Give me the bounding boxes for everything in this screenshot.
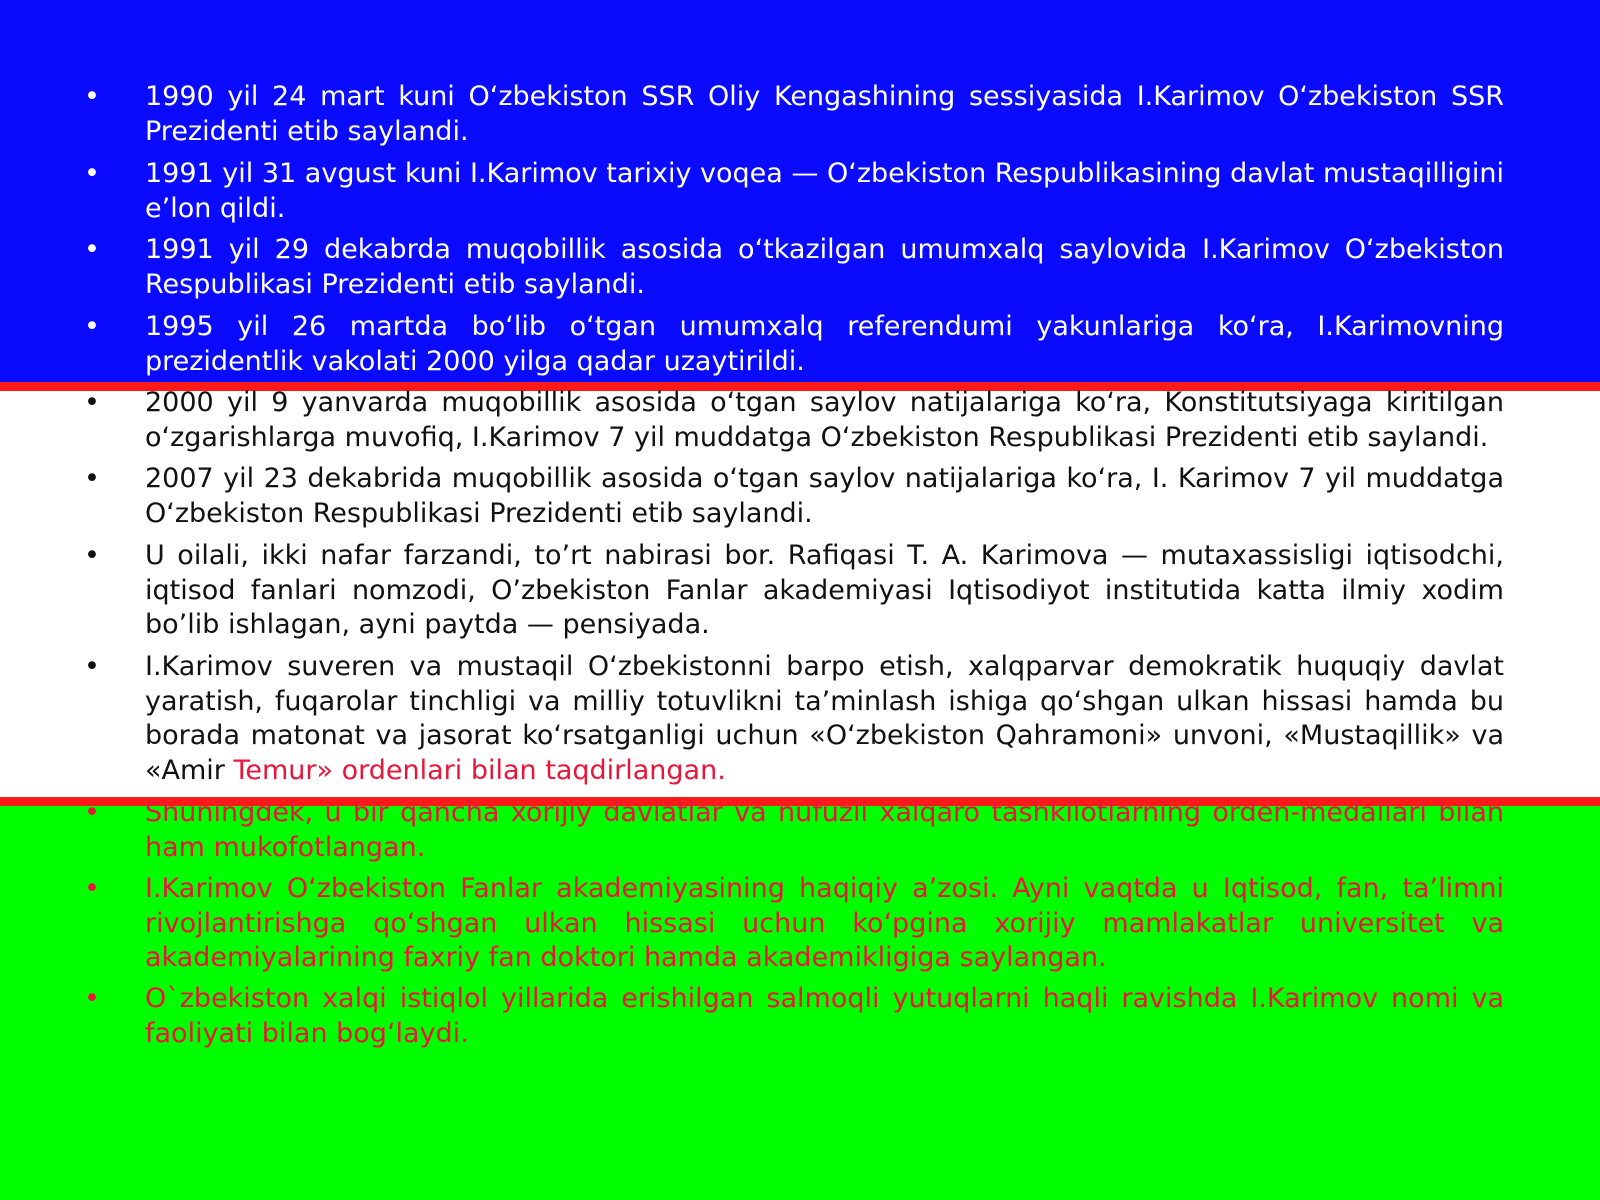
- bullet-icon: •: [84, 463, 100, 494]
- list-item-text: O`zbekiston xalqi istiqlol yillarida erishilgan salmoqli yutuqlarni haqli ravishda I.Karimov nomi va faoliyati bilan bog‘laydi.: [145, 983, 1504, 1049]
- bullet-icon: •: [84, 81, 100, 112]
- bullet-icon: •: [84, 797, 100, 828]
- list-item-text: I.Karimov O‘zbekiston Fanlar akademiyasining haqiqiy a’zosi. Ayni vaqtda u Iqtisod, fan, ta’limni rivojlantirishga qo‘shgan ulkan hissasi uchun ko‘pgina xorijiy mamlakatlar universitet va akademiyalarining faxriy fan doktori hamda akademikligiga saylangan.: [145, 873, 1504, 973]
- list-item-text-part: I.Karimov suveren va mustaqil O‘zbekistonni barpo etish, xalqparvar demokratik huquqiy davlat yaratish, fuqarolar tinchligi va milliy totuvlikni ta’minlash ishiga qo‘shgan ulkan hissasi hamda bu borada matonat va jasorat ko‘rsatganligi uchun «O‘zbekiston Qahramoni» unvoni, «Mustaqillik» va «Amir: [145, 651, 1504, 786]
- list-item-text: [145, 650, 1504, 788]
- list-item-text: 1991 yil 29 dekabrda muqobillik asosida o‘tkazilgan umumxalq saylovida I.Karimov O‘zbekiston Respublikasi Prezidenti etib saylandi.: [145, 234, 1504, 300]
- list-item-text: 1991 yil 31 avgust kuni I.Karimov tarixiy voqea — O‘zbekiston Respublikasining davlat mustaqilligini e’lon qildi.: [145, 158, 1504, 224]
- bullet-icon: •: [84, 540, 100, 571]
- list-item-text: 2000 yil 9 yanvarda muqobillik asosida o‘tgan saylov natijalariga ko‘ra, Konstitutsiyaga kiritilgan o‘zgarishlarga muvofiq, I.Karimov 7 yil muddatga O‘zbekiston Respublikasi Prezidenti etib saylandi.: [145, 387, 1504, 453]
- list-item-text: 1995 yil 26 martda bo‘lib o‘tgan umumxalq referendumi yakunlariga ko‘ra, I.Karimovning prezidentlik vakolati 2000 yilga qadar uzaytirildi.: [145, 311, 1504, 377]
- list-item-text: 2007 yil 23 dekabrida muqobillik asosida o‘tgan saylov natijalariga ko‘ra, I. Karimov 7 yil muddatga O‘zbekiston Respublikasi Prezidenti etib saylandi.: [145, 463, 1504, 529]
- bullet-icon: •: [84, 158, 100, 189]
- bullet-icon: •: [84, 873, 100, 904]
- list-item-text: Shuningdek, u bir qancha xorijiy davlatlar va nufuzli xalqaro tashkilotlarning orden-medallari bilan ham mukofotlangan.: [145, 797, 1504, 863]
- bullet-icon: •: [84, 651, 100, 682]
- bullet-icon: •: [84, 234, 100, 265]
- list-item-text: 1990 yil 24 mart kuni O‘zbekiston SSR Oliy Kengashining sessiyasida I.Karimov O‘zbekiston SSR Prezidenti etib saylandi.: [145, 81, 1504, 147]
- bullet-icon: •: [84, 983, 100, 1014]
- list-item-text: U oilali, ikki nafar farzandi, to’rt nabirasi bor. Rafiqasi T. A. Karimova — mutaxassisligi iqtisodchi, iqtisod fanlari nomzodi, O’zbekiston Fanlar akademiyasi Iqtisodiyot institutida katta ilmiy xodim bo’lib ishlagan, ayni paytda — pensiyada.: [145, 540, 1504, 640]
- bullet-icon: •: [84, 311, 100, 342]
- list-item-text-part-red: Temur» ordenlari bilan taqdirlangan.: [233, 754, 726, 786]
- bullet-icon: •: [84, 387, 100, 418]
